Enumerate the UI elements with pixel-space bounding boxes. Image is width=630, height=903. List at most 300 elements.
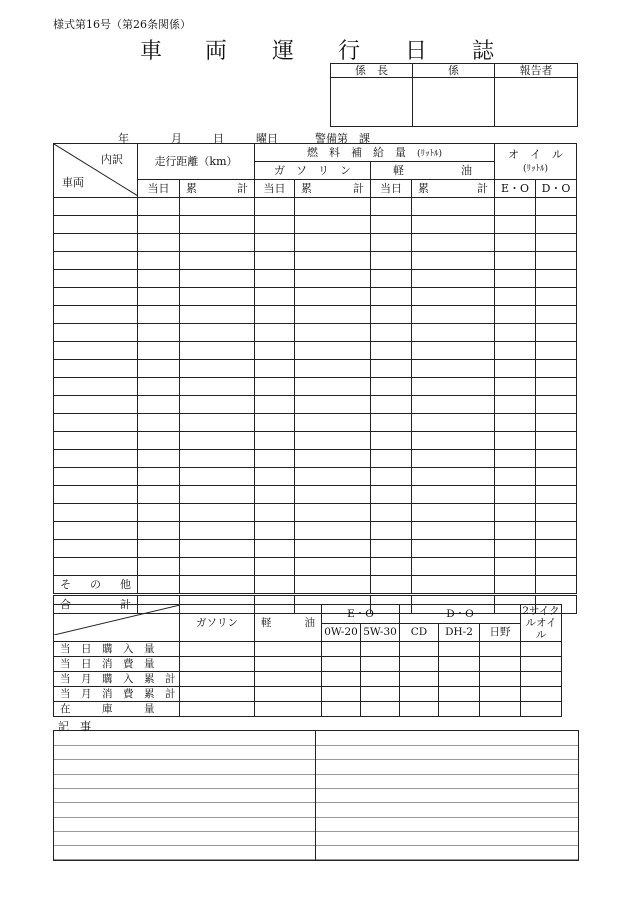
inventory-cell[interactable] xyxy=(480,702,521,717)
entry-cell[interactable] xyxy=(180,468,255,486)
vehicle-cell[interactable] xyxy=(54,450,138,468)
entry-cell[interactable] xyxy=(138,558,180,576)
entry-cell[interactable] xyxy=(180,450,255,468)
entry-cell[interactable] xyxy=(371,378,412,396)
inventory-cell[interactable] xyxy=(361,702,400,717)
ruled-line xyxy=(54,859,315,860)
entry-cell[interactable] xyxy=(180,198,255,216)
entry-cell[interactable] xyxy=(180,288,255,306)
entry-cell[interactable] xyxy=(295,270,371,288)
department-label: 警備第 課 xyxy=(315,132,370,145)
entry-cell[interactable] xyxy=(412,270,495,288)
entry-cell[interactable] xyxy=(495,396,536,414)
entry-cell[interactable] xyxy=(495,234,536,252)
entry-cell[interactable] xyxy=(255,432,295,450)
entry-cell[interactable] xyxy=(295,486,371,504)
entry-cell[interactable] xyxy=(371,558,412,576)
entry-cell[interactable] xyxy=(295,378,371,396)
vehicle-cell[interactable] xyxy=(54,468,138,486)
entry-cell[interactable] xyxy=(255,558,295,576)
entry-cell[interactable] xyxy=(295,306,371,324)
entry-cell[interactable] xyxy=(138,270,180,288)
entry-cell[interactable] xyxy=(138,504,180,522)
ruled-line xyxy=(54,759,315,760)
entry-cell[interactable] xyxy=(495,216,536,234)
vehicle-cell[interactable] xyxy=(54,540,138,558)
inventory-cell[interactable] xyxy=(361,657,400,672)
entry-cell[interactable] xyxy=(255,396,295,414)
inventory-row xyxy=(54,702,562,717)
entry-cell[interactable] xyxy=(255,270,295,288)
inventory-cell[interactable] xyxy=(439,672,480,687)
oil-header xyxy=(495,144,577,180)
inventory-cell[interactable] xyxy=(255,702,322,717)
inventory-cell[interactable] xyxy=(255,672,322,687)
inventory-cell[interactable] xyxy=(480,657,521,672)
entry-cell[interactable] xyxy=(536,306,577,324)
entry-row xyxy=(54,324,577,342)
entry-cell[interactable] xyxy=(371,486,412,504)
entry-cell[interactable] xyxy=(255,504,295,522)
title-char: 運 xyxy=(272,39,295,64)
vehicle-cell[interactable] xyxy=(54,324,138,342)
ruled-line xyxy=(316,745,578,746)
entry-cell[interactable] xyxy=(412,576,495,595)
entry-cell[interactable] xyxy=(412,414,495,432)
entry-cell[interactable] xyxy=(536,288,577,306)
entry-row xyxy=(54,288,577,306)
inv-kerosene-header xyxy=(255,605,322,642)
entry-cell[interactable] xyxy=(295,576,371,595)
entry-cell[interactable] xyxy=(138,360,180,378)
distance-today-header: 当日 xyxy=(138,180,180,198)
entry-cell[interactable] xyxy=(412,540,495,558)
total-row-label: 合 計 xyxy=(54,595,138,614)
entry-cell[interactable] xyxy=(255,540,295,558)
entry-cell[interactable] xyxy=(180,378,255,396)
entry-cell[interactable] xyxy=(295,252,371,270)
entry-cell[interactable] xyxy=(180,558,255,576)
entry-cell[interactable] xyxy=(371,522,412,540)
entry-cell[interactable] xyxy=(295,342,371,360)
entry-cell[interactable] xyxy=(138,252,180,270)
entry-cell[interactable] xyxy=(255,486,295,504)
inventory-cell[interactable] xyxy=(521,642,562,657)
entry-cell[interactable] xyxy=(495,414,536,432)
notes-area[interactable] xyxy=(53,730,579,861)
inv-gasoline-header: ガソリン xyxy=(180,605,255,642)
title-char: 日 xyxy=(405,39,428,64)
inventory-cell[interactable] xyxy=(361,687,400,702)
entry-row xyxy=(54,234,577,252)
entry-cell[interactable] xyxy=(371,396,412,414)
diagonal-line xyxy=(54,605,180,635)
inventory-cell[interactable] xyxy=(400,642,439,657)
vehicle-cell[interactable] xyxy=(54,414,138,432)
entry-cell[interactable] xyxy=(495,306,536,324)
vehicle-cell[interactable] xyxy=(54,378,138,396)
entry-cell[interactable] xyxy=(536,522,577,540)
vehicle-cell[interactable] xyxy=(54,342,138,360)
entry-cell[interactable] xyxy=(412,450,495,468)
title-char: 車 xyxy=(140,39,163,64)
entry-cell[interactable] xyxy=(138,522,180,540)
entry-cell[interactable] xyxy=(536,360,577,378)
entry-cell[interactable] xyxy=(180,576,255,595)
entry-cell[interactable] xyxy=(138,432,180,450)
entry-cell[interactable] xyxy=(412,504,495,522)
entry-cell[interactable] xyxy=(255,198,295,216)
entry-cell[interactable] xyxy=(371,252,412,270)
entry-cell[interactable] xyxy=(412,288,495,306)
entry-cell[interactable] xyxy=(295,540,371,558)
entry-cell[interactable] xyxy=(495,378,536,396)
inventory-cell[interactable] xyxy=(180,672,255,687)
other-row-label: そ の 他 xyxy=(54,576,138,595)
inventory-cell[interactable] xyxy=(322,672,361,687)
inventory-cell[interactable] xyxy=(480,687,521,702)
entry-cell[interactable] xyxy=(180,342,255,360)
entry-cell[interactable] xyxy=(536,270,577,288)
vehicle-cell[interactable] xyxy=(54,522,138,540)
entry-cell[interactable] xyxy=(371,504,412,522)
entry-cell[interactable] xyxy=(495,288,536,306)
entry-cell[interactable] xyxy=(536,468,577,486)
notes-left-column[interactable] xyxy=(54,731,316,860)
vehicle-cell[interactable] xyxy=(54,234,138,252)
inv-do-header: D・O xyxy=(400,605,521,624)
entry-cell[interactable] xyxy=(371,198,412,216)
inventory-row xyxy=(54,642,562,657)
entry-cell[interactable] xyxy=(180,252,255,270)
entry-cell[interactable] xyxy=(138,396,180,414)
entry-cell[interactable] xyxy=(495,324,536,342)
entry-cell[interactable] xyxy=(255,306,295,324)
entry-cell[interactable] xyxy=(180,414,255,432)
oil-label: オ イ ル xyxy=(508,147,563,161)
entry-cell[interactable] xyxy=(138,450,180,468)
entry-row xyxy=(54,414,577,432)
vehicle-cell[interactable] xyxy=(54,432,138,450)
inv-sub-header: 0W-20 xyxy=(322,623,361,642)
entry-cell[interactable] xyxy=(536,396,577,414)
entry-cell[interactable] xyxy=(412,486,495,504)
entry-cell[interactable] xyxy=(536,432,577,450)
entry-cell[interactable] xyxy=(371,288,412,306)
entry-cell[interactable] xyxy=(180,540,255,558)
entry-cell[interactable] xyxy=(255,216,295,234)
entry-cell[interactable] xyxy=(371,576,412,595)
vehicle-cell[interactable] xyxy=(54,306,138,324)
entry-cell[interactable] xyxy=(495,576,536,595)
ruled-line xyxy=(316,817,578,818)
entry-cell[interactable] xyxy=(295,324,371,342)
entry-cell[interactable] xyxy=(495,360,536,378)
title-char: 行 xyxy=(338,39,361,64)
entry-cell[interactable] xyxy=(295,522,371,540)
inventory-row xyxy=(54,687,562,702)
notes-right-column[interactable] xyxy=(316,731,578,860)
approval-header-reporter: 報告者 xyxy=(495,64,578,78)
entry-cell[interactable] xyxy=(495,558,536,576)
entry-cell[interactable] xyxy=(371,216,412,234)
entry-cell[interactable] xyxy=(138,378,180,396)
entry-cell[interactable] xyxy=(138,198,180,216)
entry-cell[interactable] xyxy=(180,432,255,450)
entry-cell[interactable] xyxy=(536,198,577,216)
inventory-cell[interactable] xyxy=(400,687,439,702)
entry-cell[interactable] xyxy=(180,306,255,324)
entry-cell[interactable] xyxy=(495,342,536,360)
entry-cell[interactable] xyxy=(295,468,371,486)
weekday-label: 曜日 xyxy=(256,132,278,145)
entry-cell[interactable] xyxy=(180,234,255,252)
gasoline-cumul-header xyxy=(295,180,371,198)
vehicle-cell[interactable] xyxy=(54,270,138,288)
entry-cell[interactable] xyxy=(371,270,412,288)
fuel-label: 燃 料 補 給 量 xyxy=(306,145,406,159)
inventory-cell[interactable] xyxy=(180,702,255,717)
inventory-cell[interactable] xyxy=(255,642,322,657)
entry-cell[interactable] xyxy=(255,576,295,595)
entry-cell[interactable] xyxy=(412,396,495,414)
do-header: D・O xyxy=(536,180,577,198)
entry-cell[interactable] xyxy=(295,504,371,522)
entry-cell[interactable] xyxy=(495,504,536,522)
entry-cell[interactable] xyxy=(255,378,295,396)
entry-cell[interactable] xyxy=(180,270,255,288)
entry-cell[interactable] xyxy=(412,198,495,216)
entry-cell[interactable] xyxy=(138,486,180,504)
entry-cell[interactable] xyxy=(180,216,255,234)
entry-cell[interactable] xyxy=(295,414,371,432)
inventory-cell[interactable] xyxy=(322,702,361,717)
entry-cell[interactable] xyxy=(295,198,371,216)
entry-cell[interactable] xyxy=(138,306,180,324)
inventory-cell[interactable] xyxy=(521,702,562,717)
entry-cell[interactable] xyxy=(255,288,295,306)
entry-cell[interactable] xyxy=(371,360,412,378)
inventory-cell[interactable] xyxy=(255,687,322,702)
entry-cell[interactable] xyxy=(495,252,536,270)
inventory-cell[interactable] xyxy=(480,672,521,687)
entry-cell[interactable] xyxy=(295,432,371,450)
entry-cell[interactable] xyxy=(536,576,577,595)
entry-cell[interactable] xyxy=(495,270,536,288)
vehicle-cell[interactable] xyxy=(54,558,138,576)
entry-cell[interactable] xyxy=(371,324,412,342)
entry-cell[interactable] xyxy=(536,378,577,396)
cumul-char2: 計 xyxy=(353,182,364,195)
distance-header: 走行距離（km） xyxy=(138,144,255,180)
entry-cell[interactable] xyxy=(138,324,180,342)
entry-cell[interactable] xyxy=(371,432,412,450)
inventory-cell[interactable] xyxy=(521,657,562,672)
entry-cell[interactable] xyxy=(138,216,180,234)
notes-title: 記 事 xyxy=(58,720,91,733)
kerosene-char1: 軽 xyxy=(393,164,404,177)
breakdown-label: 内訳 xyxy=(101,153,123,166)
gasoline-header: ガ ソ リ ン xyxy=(255,162,371,180)
inventory-cell[interactable] xyxy=(521,687,562,702)
inventory-cell[interactable] xyxy=(400,672,439,687)
entry-cell[interactable] xyxy=(255,522,295,540)
entry-cell[interactable] xyxy=(138,288,180,306)
vehicle-cell[interactable] xyxy=(54,216,138,234)
entry-cell[interactable] xyxy=(495,432,536,450)
vehicle-cell[interactable] xyxy=(54,504,138,522)
approval-stamp-cell[interactable] xyxy=(331,78,413,127)
approval-header-staff: 係 xyxy=(413,64,495,78)
entry-cell[interactable] xyxy=(371,540,412,558)
entry-cell[interactable] xyxy=(371,306,412,324)
approval-stamp-cell[interactable] xyxy=(413,78,495,127)
entry-cell[interactable] xyxy=(138,576,180,595)
entry-cell[interactable] xyxy=(536,504,577,522)
ruled-line xyxy=(54,745,315,746)
entry-cell[interactable] xyxy=(412,216,495,234)
entry-cell[interactable] xyxy=(255,252,295,270)
entry-cell[interactable] xyxy=(371,234,412,252)
entry-cell[interactable] xyxy=(180,504,255,522)
inventory-cell[interactable] xyxy=(180,657,255,672)
entry-cell[interactable] xyxy=(412,234,495,252)
month-label: 月 xyxy=(171,132,182,145)
inventory-cell[interactable] xyxy=(361,642,400,657)
inventory-cell[interactable] xyxy=(322,642,361,657)
vehicle-log-table xyxy=(53,143,577,614)
entry-cell[interactable] xyxy=(255,414,295,432)
entry-cell[interactable] xyxy=(295,558,371,576)
entry-cell[interactable] xyxy=(495,198,536,216)
entry-cell[interactable] xyxy=(412,378,495,396)
entry-cell[interactable] xyxy=(180,324,255,342)
entry-cell[interactable] xyxy=(255,234,295,252)
entry-cell[interactable] xyxy=(412,432,495,450)
entry-cell[interactable] xyxy=(412,324,495,342)
entry-cell[interactable] xyxy=(536,216,577,234)
entry-cell[interactable] xyxy=(495,486,536,504)
entry-cell[interactable] xyxy=(495,522,536,540)
entry-cell[interactable] xyxy=(536,540,577,558)
entry-cell[interactable] xyxy=(180,486,255,504)
entry-cell[interactable] xyxy=(412,558,495,576)
inventory-cell[interactable] xyxy=(180,642,255,657)
entry-cell[interactable] xyxy=(180,360,255,378)
entry-cell[interactable] xyxy=(536,486,577,504)
entry-cell[interactable] xyxy=(138,234,180,252)
inv-sub-header: 5W-30 xyxy=(361,623,400,642)
cumul-char2: 計 xyxy=(237,182,248,195)
entry-row xyxy=(54,270,577,288)
entry-cell[interactable] xyxy=(255,450,295,468)
entry-cell[interactable] xyxy=(138,468,180,486)
inventory-cell[interactable] xyxy=(361,672,400,687)
kerosene-header xyxy=(371,162,495,180)
inventory-cell[interactable] xyxy=(439,642,480,657)
entry-cell[interactable] xyxy=(255,342,295,360)
inventory-cell[interactable] xyxy=(400,657,439,672)
entry-cell[interactable] xyxy=(138,414,180,432)
vehicle-cell[interactable] xyxy=(54,396,138,414)
entry-cell[interactable] xyxy=(495,468,536,486)
ruled-line xyxy=(316,845,578,846)
entry-cell[interactable] xyxy=(412,522,495,540)
entry-row xyxy=(54,468,577,486)
entry-cell[interactable] xyxy=(371,450,412,468)
entry-cell[interactable] xyxy=(295,396,371,414)
entry-cell[interactable] xyxy=(412,360,495,378)
inventory-cell[interactable] xyxy=(480,642,521,657)
ruled-line xyxy=(54,845,315,846)
entry-cell[interactable] xyxy=(495,540,536,558)
entry-cell[interactable] xyxy=(371,342,412,360)
cumul-char1: 累 xyxy=(186,182,197,195)
entry-cell[interactable] xyxy=(295,288,371,306)
entry-row xyxy=(54,432,577,450)
inventory-cell[interactable] xyxy=(180,687,255,702)
entry-cell[interactable] xyxy=(255,468,295,486)
entry-cell[interactable] xyxy=(412,306,495,324)
inventory-cell[interactable] xyxy=(322,687,361,702)
vehicle-cell[interactable] xyxy=(54,486,138,504)
inventory-cell[interactable] xyxy=(400,702,439,717)
vehicle-cell[interactable] xyxy=(54,252,138,270)
entry-cell[interactable] xyxy=(412,468,495,486)
inventory-cell[interactable] xyxy=(439,702,480,717)
vehicle-cell[interactable] xyxy=(54,288,138,306)
vehicle-cell[interactable] xyxy=(54,198,138,216)
entry-cell[interactable] xyxy=(536,414,577,432)
entry-row xyxy=(54,558,577,576)
entry-cell[interactable] xyxy=(412,342,495,360)
cumul-char1: 累 xyxy=(418,182,429,195)
entry-cell[interactable] xyxy=(180,396,255,414)
approval-stamp-cell[interactable] xyxy=(495,78,578,127)
inventory-cell[interactable] xyxy=(255,657,322,672)
entry-cell[interactable] xyxy=(536,234,577,252)
entry-cell[interactable] xyxy=(295,234,371,252)
entry-cell[interactable] xyxy=(371,468,412,486)
inventory-cell[interactable] xyxy=(439,687,480,702)
entry-cell[interactable] xyxy=(138,342,180,360)
entry-cell[interactable] xyxy=(495,450,536,468)
entry-cell[interactable] xyxy=(295,360,371,378)
title-char: 誌 xyxy=(472,39,495,64)
title-char: 両 xyxy=(205,39,228,64)
entry-cell[interactable] xyxy=(180,522,255,540)
entry-cell[interactable] xyxy=(412,252,495,270)
entry-cell[interactable] xyxy=(536,342,577,360)
fuel-unit: (ﾘｯﾄﾙ) xyxy=(416,148,443,159)
vehicle-cell[interactable] xyxy=(54,360,138,378)
entry-cell[interactable] xyxy=(536,450,577,468)
entry-cell[interactable] xyxy=(536,558,577,576)
entry-cell[interactable] xyxy=(255,360,295,378)
ruled-line xyxy=(54,774,315,775)
entry-cell[interactable] xyxy=(536,252,577,270)
entry-cell[interactable] xyxy=(295,450,371,468)
entry-cell[interactable] xyxy=(371,414,412,432)
entry-cell[interactable] xyxy=(138,540,180,558)
inventory-cell[interactable] xyxy=(322,657,361,672)
entry-cell[interactable] xyxy=(295,216,371,234)
inv-sub-header: 日野 xyxy=(480,623,521,642)
inventory-cell[interactable] xyxy=(439,657,480,672)
entry-cell[interactable] xyxy=(536,324,577,342)
entry-cell[interactable] xyxy=(255,324,295,342)
inventory-cell[interactable] xyxy=(521,672,562,687)
